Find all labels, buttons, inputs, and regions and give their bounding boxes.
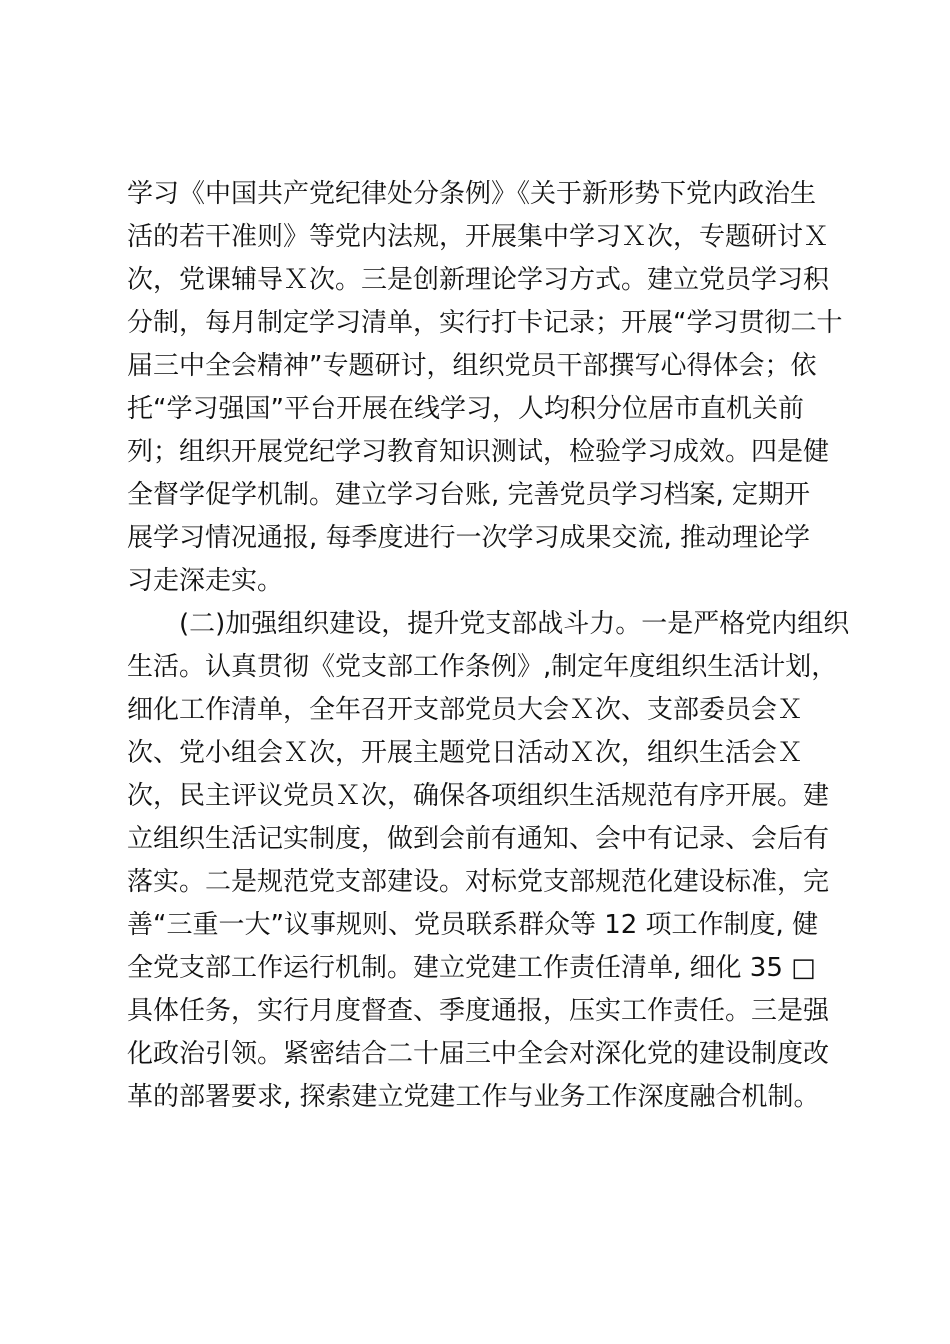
text-line: 次、党小组会Ｘ次，开展主题党日活动Ｘ次，组织生活会Ｘ (127, 738, 804, 768)
text-line: 托“学习强国”平台开展在线学习，人均积分位居市直机关前 (127, 394, 804, 424)
text-line: 届三中全会精神”专题研讨，组织党员干部撰写心得体会；依 (127, 351, 817, 381)
text-line: 活的若干准则》等党内法规，开展集中学习Ｘ次，专题研讨Ｘ (127, 222, 830, 252)
text-line: 习走深走实。 (127, 566, 284, 596)
text-line: 革的部署要求, 探索建立党建工作与业务工作深度融合机制。 (127, 1082, 820, 1112)
text-line: 生活。认真贯彻《党支部工作条例》,制定年度组织生活计划， (127, 652, 838, 682)
paragraph-heading-line: (二)加强组织建设，提升党支部战斗力。一是严格党内组织 (179, 609, 850, 639)
text-line: 具体任务，实行月度督查、季度通报，压实工作责任。三是强 (127, 996, 830, 1026)
text-line: 善“三重一大”议事规则、党员联系群众等 12 项工作制度, 健 (127, 910, 819, 940)
text-line: 落实。二是规范党支部建设。对标党支部规范化建设标准，完 (127, 867, 830, 897)
text-line: 展学习情况通报, 每季度进行一次学习成果交流, 推动理论学 (127, 523, 811, 553)
text-line: 全督学促学机制。建立学习台账, 完善党员学习档案, 定期开 (127, 480, 811, 510)
text-line: 学习《中国共产党纪律处分条例》《关于新形势下党内政治生 (127, 179, 817, 209)
text-line: 细化工作清单，全年召开支部党员大会Ｘ次、支部委员会Ｘ (127, 695, 804, 725)
text-line: 次，党课辅导Ｘ次。三是创新理论学习方式。建立党员学习积 (127, 265, 830, 295)
text-line: 列；组织开展党纪学习教育知识测试，检验学习成效。四是健 (127, 437, 830, 467)
text-line: 次，民主评议党员Ｘ次，确保各项组织生活规范有序开展。建 (127, 781, 830, 811)
body-text (127, 173, 850, 1119)
text-line: 化政治引领。紧密结合二十届三中全会对深化党的建设制度改 (127, 1039, 830, 1069)
text-line: 全党支部工作运行机制。建立党建工作责任清单, 细化 35 □ (127, 953, 816, 983)
text-line: 立组织生活记实制度，做到会前有通知、会中有记录、会后有 (127, 824, 830, 854)
text-line: 分制，每月制定学习清单，实行打卡记录；开展“学习贯彻二十 (127, 308, 843, 338)
